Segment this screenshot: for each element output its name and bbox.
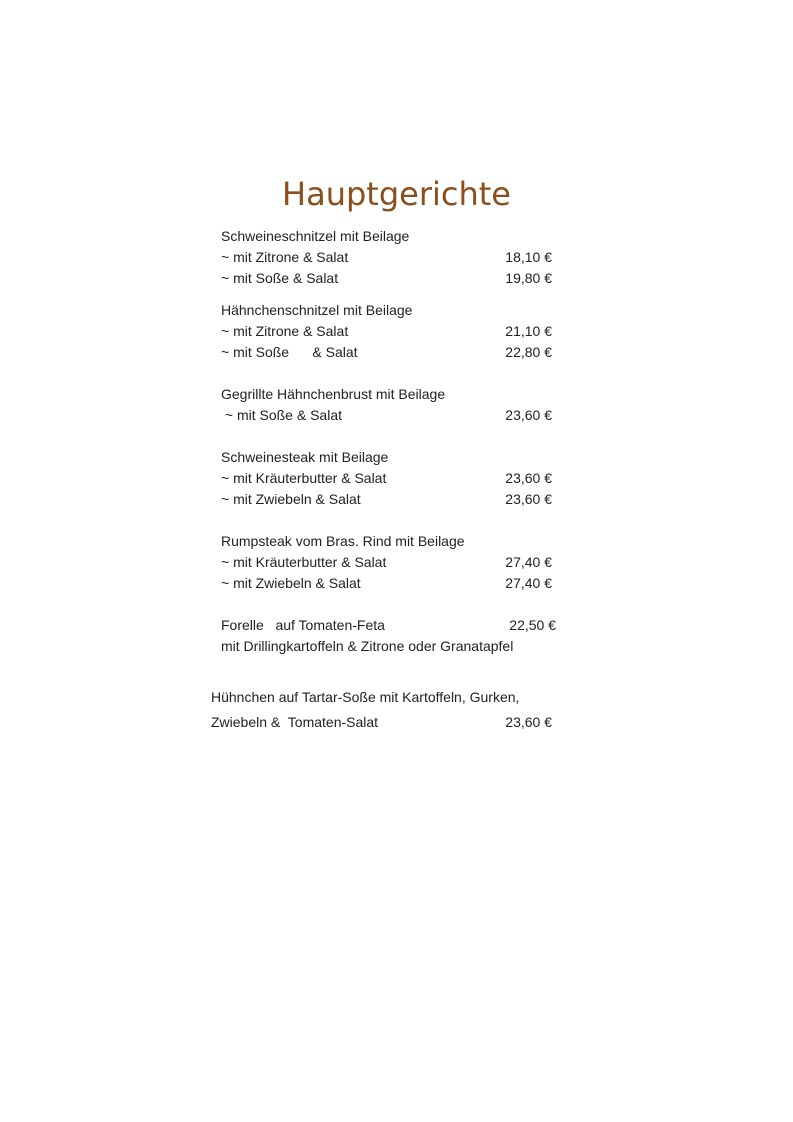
menu-item-price: 22,50 € [509, 617, 556, 633]
menu-item-label: ~ mit Soße & Salat [221, 407, 342, 423]
menu-item-label: ~ mit Zwiebeln & Salat [221, 491, 361, 507]
page-title: Hauptgerichte [282, 175, 511, 213]
menu-item-description: mit Drillingkartoffeln & Zitrone oder Granatapfel [221, 638, 514, 654]
menu-group-heading: Schweineschnitzel mit Beilage [221, 228, 410, 244]
menu-group-heading: Schweinesteak mit Beilage [221, 449, 389, 465]
menu-item-label: ~ mit Kräuterbutter & Salat [221, 554, 387, 570]
menu-item-label: ~ mit Soße & Salat [221, 270, 339, 286]
menu-item-label: ~ mit Zitrone & Salat [221, 323, 349, 339]
menu-item-price: 21,10 € [505, 323, 552, 339]
menu-item-label: ~ mit Kräuterbutter & Salat [221, 470, 387, 486]
menu-group-heading: Rumpsteak vom Bras. Rind mit Beilage [221, 533, 465, 549]
menu-group-heading: Hähnchenschnitzel mit Beilage [221, 302, 413, 318]
menu-item-price: 18,10 € [505, 249, 552, 265]
menu-item-price: 23,60 € [505, 470, 552, 486]
menu-group-heading: Gegrillte Hähnchenbrust mit Beilage [221, 386, 446, 402]
menu-item-price: 23,60 € [505, 714, 552, 730]
menu-item-label: ~ mit Zwiebeln & Salat [221, 575, 361, 591]
menu-item-label: ~ mit Soße & Salat [221, 344, 358, 360]
menu-item-price: 23,60 € [505, 407, 552, 423]
menu-item-price: 27,40 € [505, 554, 552, 570]
menu-item-label: ~ mit Zitrone & Salat [221, 249, 349, 265]
menu-item-price: 27,40 € [505, 575, 552, 591]
menu-item-price: 22,80 € [505, 344, 552, 360]
menu-group-heading: Forelle auf Tomaten-Feta [221, 617, 385, 633]
menu-group-heading: Hühnchen auf Tartar-Soße mit Kartoffeln, Gurken, [211, 689, 520, 705]
menu-item-price: 19,80 € [505, 270, 552, 286]
menu-item-label: Zwiebeln & Tomaten-Salat [211, 714, 379, 730]
menu-item-price: 23,60 € [505, 491, 552, 507]
